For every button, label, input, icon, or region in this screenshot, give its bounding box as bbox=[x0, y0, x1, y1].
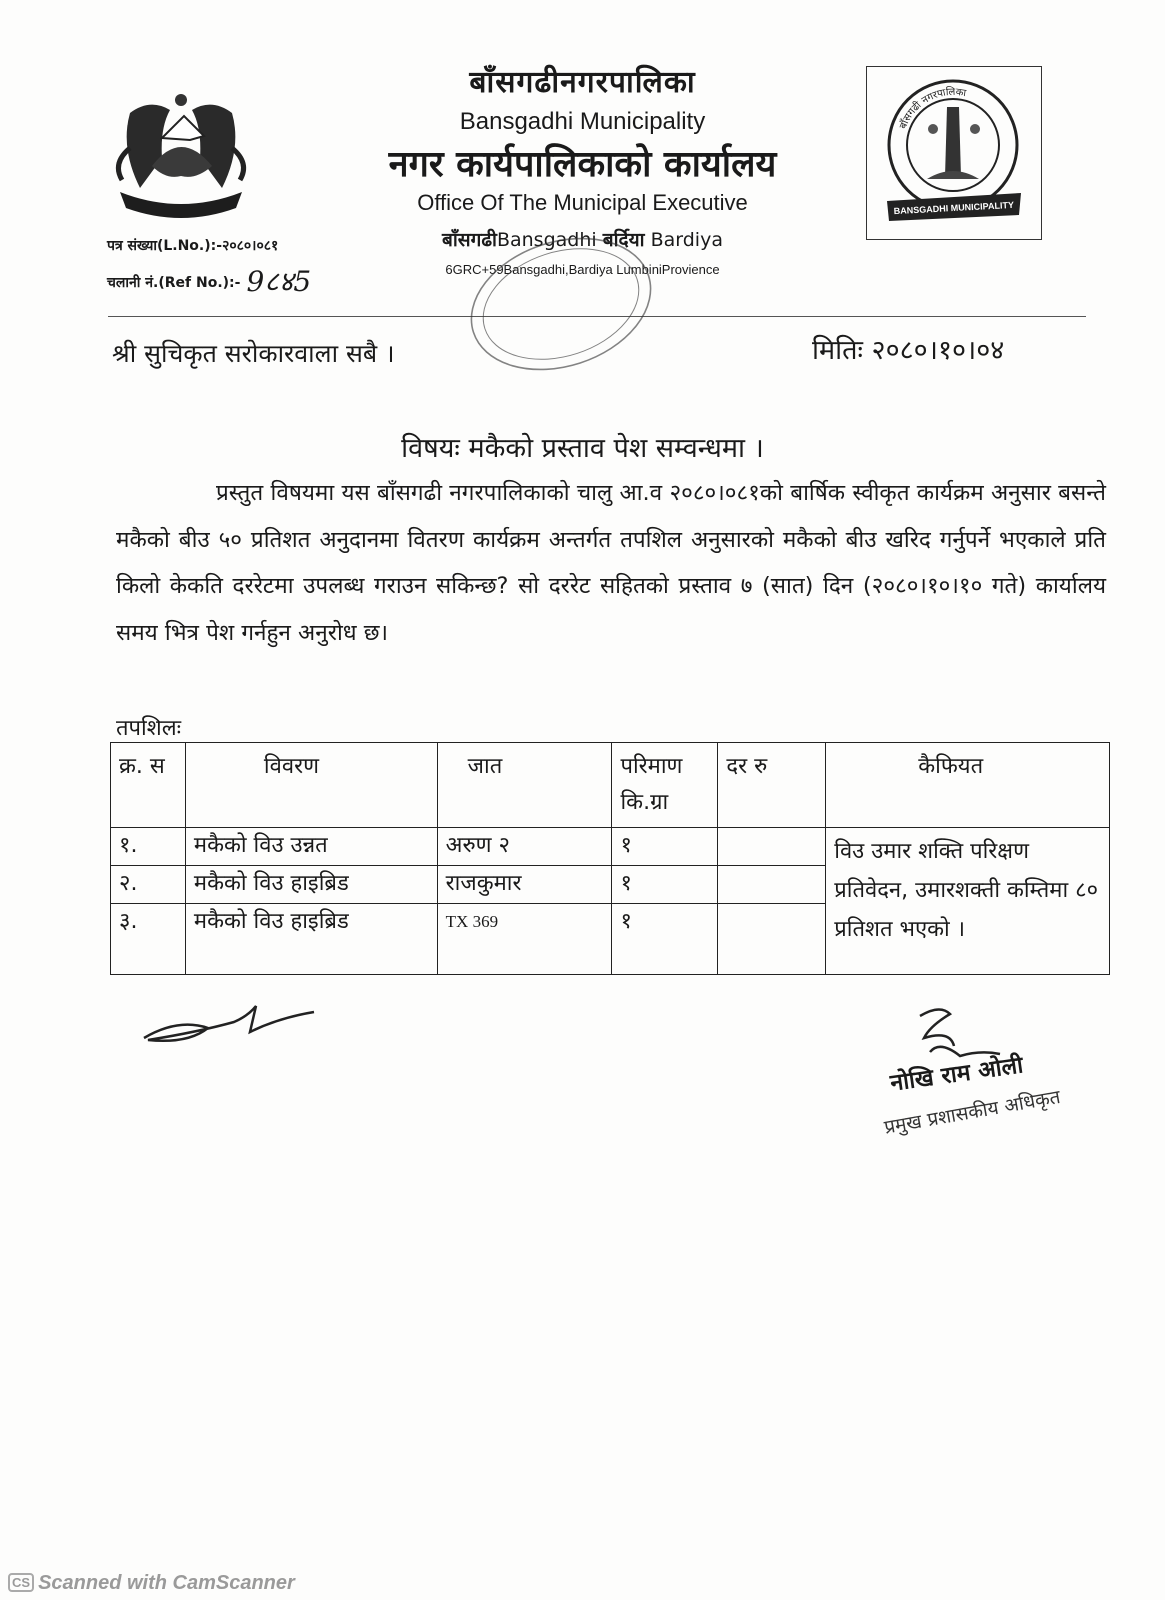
letter-subject: विषयः मकैको प्रस्ताव पेश सम्वन्धमा । bbox=[401, 433, 764, 464]
cell-variety: राजकुमार bbox=[437, 866, 612, 904]
camscanner-icon: CS bbox=[8, 1573, 34, 1592]
municipality-name-np: बाँसगढीनगरपालिका bbox=[469, 65, 696, 100]
address-np-2: बर्दिया bbox=[602, 229, 645, 251]
signatory-title: प्रमुख प्रशासकीय अधिकृत bbox=[882, 1085, 1063, 1139]
left-signature bbox=[138, 988, 318, 1048]
table-row bbox=[111, 828, 1110, 866]
address-en-1: Bansgadhi bbox=[496, 229, 597, 251]
address-en-2: Bardiya bbox=[650, 229, 723, 251]
cell-sn: २. bbox=[111, 866, 186, 904]
cell-rate bbox=[718, 828, 826, 866]
cell-description: मकैको विउ उन्नत bbox=[185, 828, 437, 866]
addressee: श्री सुचिकृत सरोकारवाला सबै । bbox=[112, 339, 395, 368]
col-header-variety: जात bbox=[437, 743, 612, 828]
cell-quantity: १ bbox=[612, 866, 718, 904]
cell-description: मकैको विउ हाइब्रिड bbox=[185, 904, 437, 975]
cell-rate bbox=[718, 904, 826, 975]
office-name-en: Office Of The Municipal Executive bbox=[417, 190, 748, 215]
camscanner-watermark bbox=[8, 1572, 295, 1595]
cell-rate bbox=[718, 866, 826, 904]
letter-number-value: २०८०।०८१ bbox=[222, 238, 279, 254]
table-header-row bbox=[111, 743, 1110, 828]
municipality-seal-logo bbox=[866, 66, 1042, 240]
municipality-name-en: Bansgadhi Municipality bbox=[459, 108, 706, 135]
signatory-name: नोखि राम ओली bbox=[888, 1052, 1025, 1097]
address-np-1: बाँसगढी bbox=[442, 229, 497, 251]
items-table bbox=[110, 742, 1110, 975]
reference-number bbox=[107, 262, 311, 300]
col-header-rate: दर रु bbox=[718, 743, 826, 828]
reference-number-label: चलानी नं.(Ref No.):- bbox=[107, 275, 241, 291]
cell-sn: ३. bbox=[111, 904, 186, 975]
letter-date: मितिः २०८०।१०।०४ bbox=[812, 335, 1005, 366]
letter-body: प्रस्तुत विषयमा यस बाँसगढी नगरपालिकाको चालु आ.व २०८०।०८१को बार्षिक स्वीकृत कार्यक्रम अनुसार बसन्ते मकैको बीउ ५० प्रतिशत अनुदानमा वितरण कार्यक्रम अन्तर्गत तपशिल अनुसारको मकैको बीउ खरिद गर्नुपर्ने भएकाले प्रति किलो केकति दररेटमा उपलब्ध गराउन सकिन्छ? सो दररेट सहितको प्रस्ताव ७ (सात) दिन (२०८०।१०।१० गते) कार्यालय समय भित्र पेश गर्नहुन अनुरोध छ। bbox=[116, 480, 1106, 646]
cell-variety: TX 369 bbox=[437, 904, 612, 975]
camscanner-text: Scanned with CamScanner bbox=[38, 1572, 295, 1594]
office-name-np: नगर कार्यपालिकाको कार्यालय bbox=[388, 144, 777, 185]
plus-code-address: 6GRC+59Bansgadhi,Bardiya LumbiniProvience bbox=[445, 262, 720, 277]
col-header-remarks: कैफियत bbox=[826, 743, 1110, 828]
col-header-quantity: परिमाण कि.ग्रा bbox=[612, 743, 718, 828]
office-stamp bbox=[462, 228, 660, 380]
details-label: तपशिलः bbox=[116, 716, 182, 741]
reference-number-value: 9८४5 bbox=[246, 265, 312, 298]
cell-remarks: विउ उमार शक्ति परिक्षण प्रतिवेदन, उमारशक्ती कम्तिमा ८० प्रतिशत भएको । bbox=[826, 828, 1110, 975]
cell-quantity: १ bbox=[612, 828, 718, 866]
seal-right-banner: BANSGADHI MUNICIPALITY bbox=[893, 199, 1015, 217]
cell-variety: अरुण २ bbox=[437, 828, 612, 866]
cell-sn: १. bbox=[111, 828, 186, 866]
seal-right-text: बाँसगढी नगरपालिका bbox=[897, 86, 967, 131]
cell-description: मकैको विउ हाइब्रिड bbox=[185, 866, 437, 904]
letter-number bbox=[107, 236, 278, 255]
cell-quantity: १ bbox=[612, 904, 718, 975]
col-header-sn: क्र. स bbox=[111, 743, 186, 828]
letter-number-label: पत्र संख्या(L.No.):- bbox=[107, 238, 223, 254]
col-header-description: विवरण bbox=[185, 743, 437, 828]
